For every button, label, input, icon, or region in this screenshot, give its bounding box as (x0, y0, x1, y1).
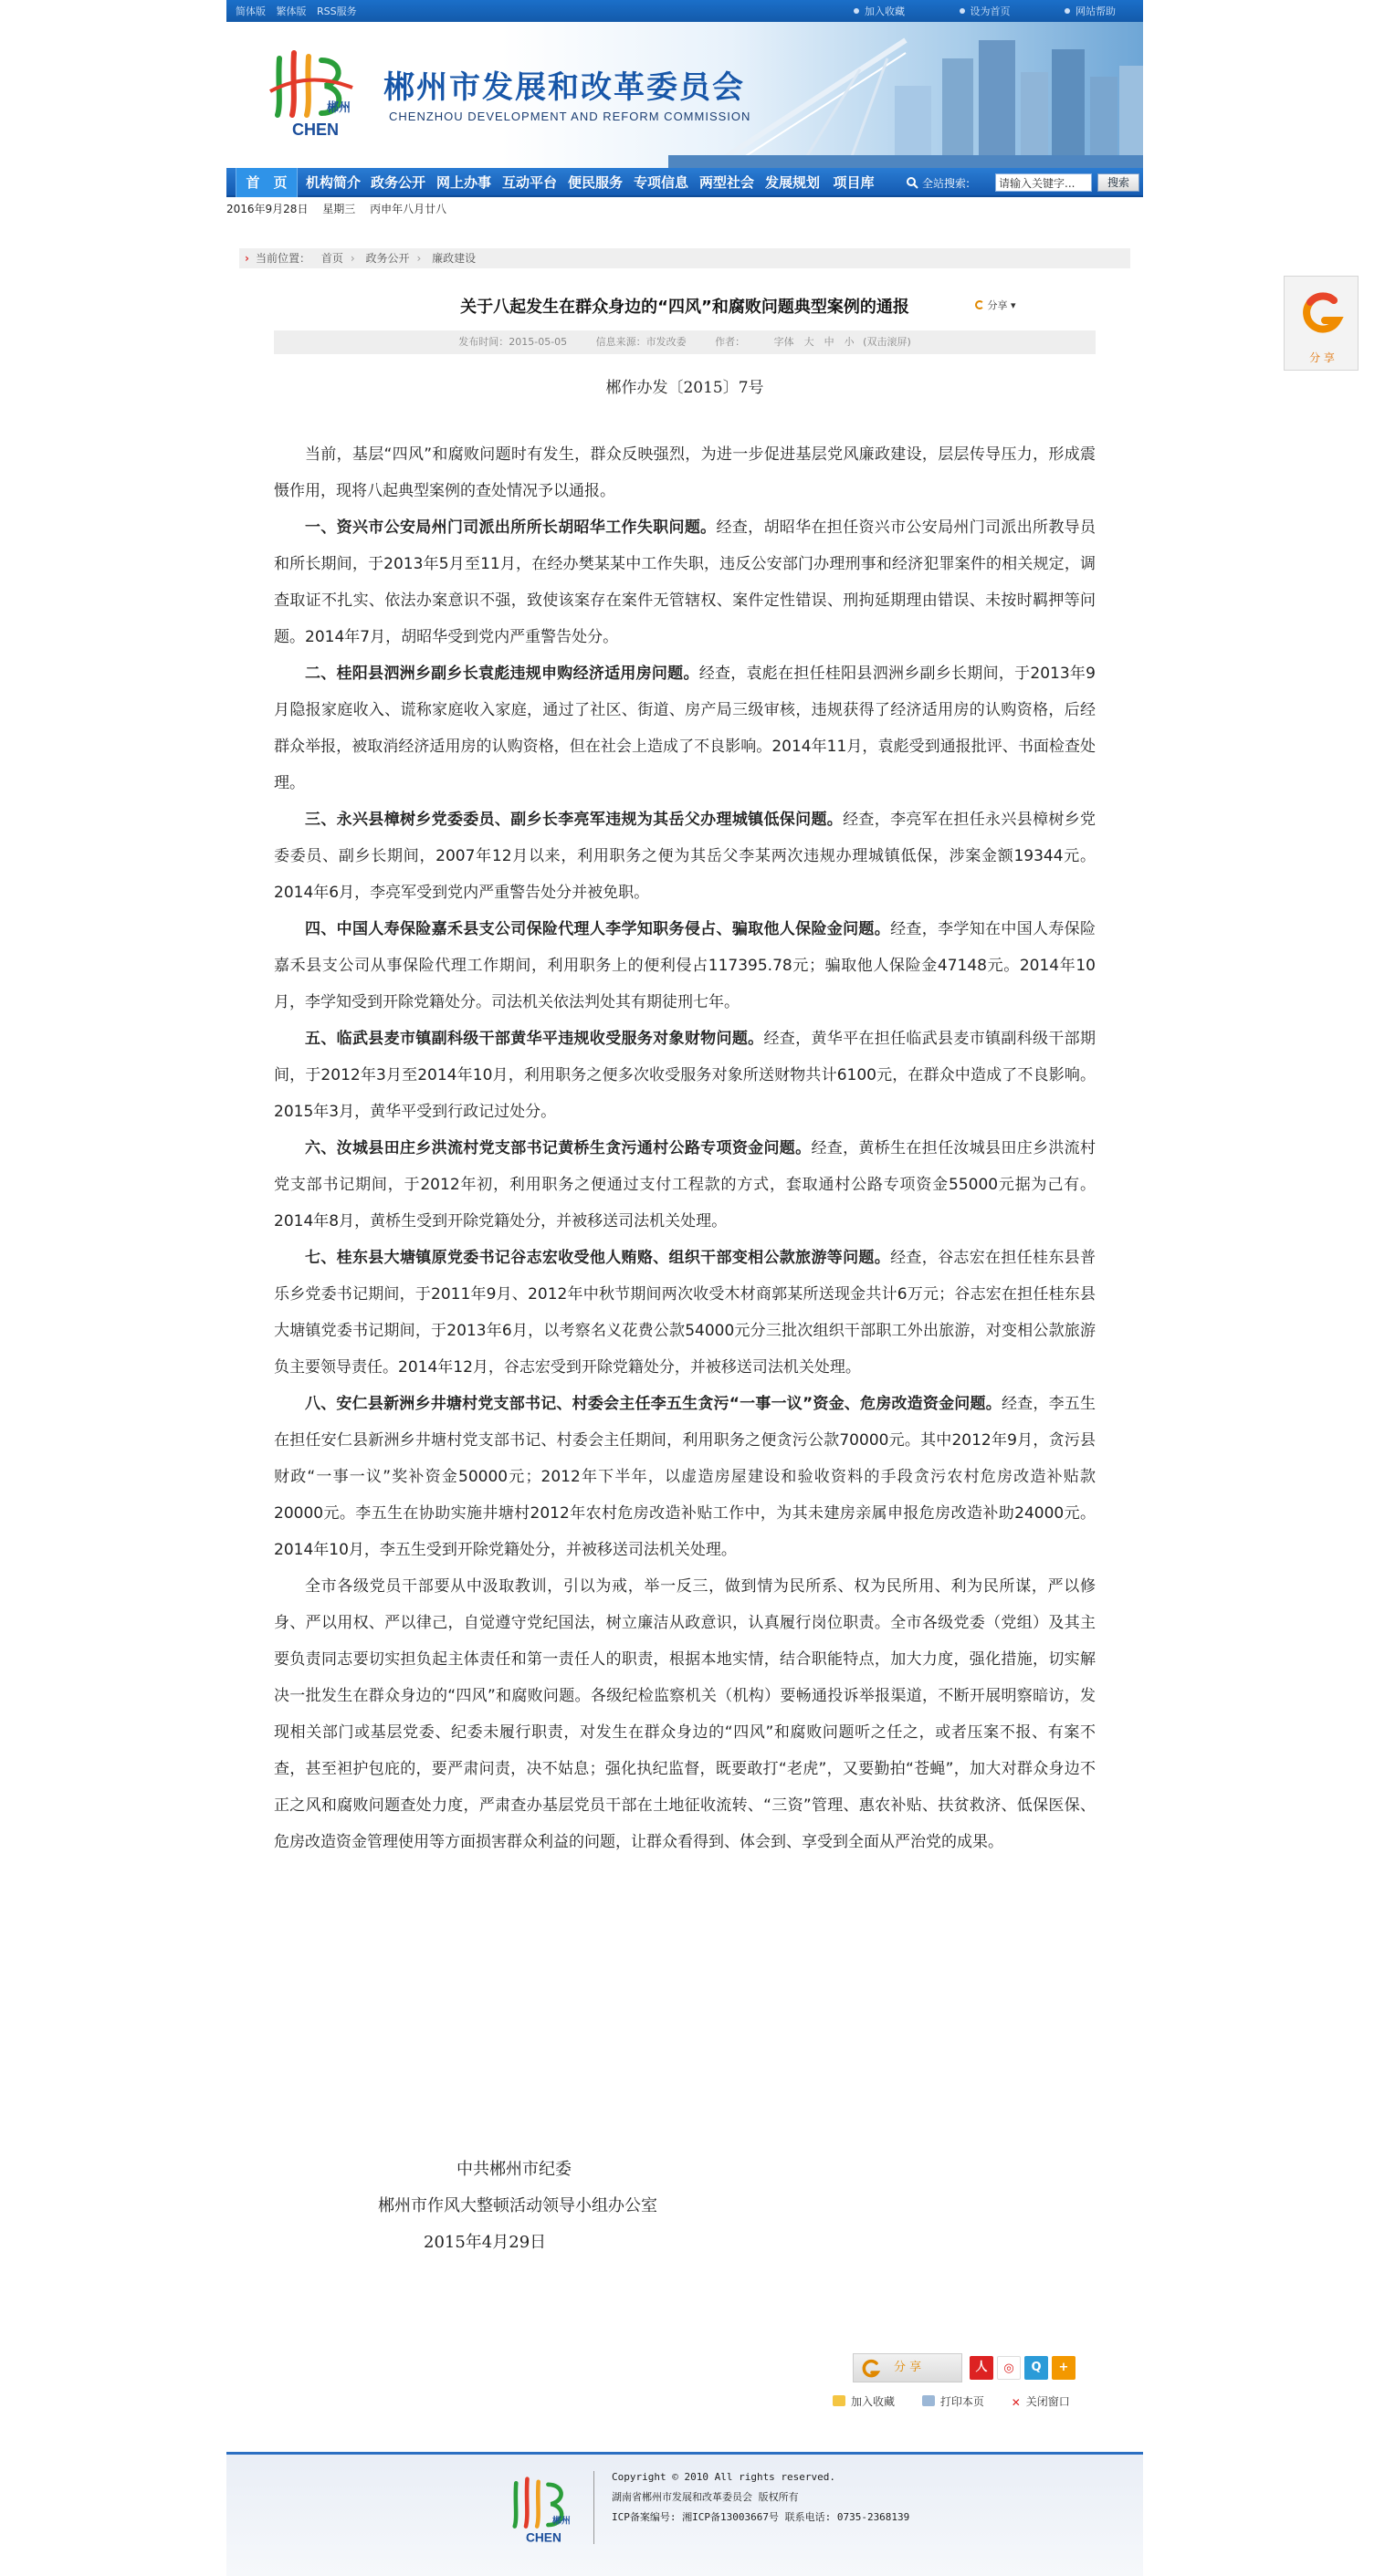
printer-icon (922, 2395, 935, 2406)
qzone-icon[interactable]: Q (1024, 2356, 1048, 2380)
icp-record: ICP备案编号: 湘ICP备13003667号 联系电话: 0735-2368139 (612, 2511, 910, 2523)
simplified-link[interactable]: 简体版 (236, 5, 266, 17)
article-title: 关于八起发生在群众身边的“四风”和腐败问题典型案例的通报 (460, 298, 909, 317)
site-title: 郴州市发展和改革委员会 (383, 69, 745, 106)
dblclick-scroll-hint: (双击滚屏) (863, 336, 911, 348)
footer-divider (593, 2471, 594, 2544)
weibo-icon[interactable]: ◎ (997, 2356, 1021, 2380)
paragraph: 当前，基层“四风”和腐败问题时有发生，群众反映强烈，为进一步促进基层党风廉政建设，层层传导压力，形成震慑作用，现将八起典型案例的查处情况予以通报。 (274, 445, 1096, 500)
page (226, 0, 1143, 2576)
floating-share-button[interactable] (1284, 276, 1359, 371)
info-source: 信息来源：市发改委 (595, 336, 687, 348)
footer-logo-text: 郴州 (551, 2516, 571, 2527)
nav-development-plan[interactable]: 发展规划 (764, 174, 820, 191)
paragraph: 六、汝城县田庄乡洪流村党支部书记黄桥生贪污通村公路专项资金问题。经查，黄桥生在担任汝城县田庄乡洪流村党支部书记期间，于2012年初，利用职务之便通过支付工程款的方式，套取通村公路专项资金55000元据为己有。2014年8月，黄桥生受到开除党籍处分，并被移送司法机关处理。 (274, 1139, 1096, 1230)
paragraph: 五、临武县麦市镇副科级干部黄华平违规收受服务对象财物问题。经查，黄华平在担任临武县麦市镇副科级干部期间，于2012年3月至2014年10月，利用职务之便多次收受服务对象所送财物共计6100元，在群众中造成了不良影响。2015年3月，黄华平受到行政记过处分。 (274, 1030, 1096, 1121)
page-tools (833, 2393, 1094, 2409)
footer (226, 2452, 1143, 2576)
nav-gov-affairs[interactable]: 政务公开 (370, 174, 425, 191)
paragraph: 全市各级党员干部要从中汲取教训，引以为戒，举一反三，做到情为民所系、权为民所用、利为民所谋，严以修身、严以用权、严以律己，自觉遵守党纪国法，树立廉洁从政意识，认真履行岗位职责。全市各级党委（党组）及其主要负责同志要切实担负起主体责任和第一责任人的职责，根据本地实情，结合职能特点，加大力度，强化措施，切实解决一批发生在群众身边的“四风”和腐败问题。各级纪检监察机关（机构）要畅通投诉举报渠道，不断开展明察暗访，发现相关部门或基层党委、纪委未履行职责，对发生在群众身边的“四风”和腐败问题听之任之，或者压案不报、有案不查，甚至袒护包庇的，要严肃问责，决不姑息；强化执纪监督，既要敢打“老虎”，又要勤拍“苍蝇”，加大对群众身边不正之风和腐败问题查处力度，严肃查办基层党员干部在土地征收流转、“三资”管理、惠农补贴、扶贫救济、低保医保、危房改造资金管理使用等方面损害群众利益的问题，让群众看得到、体会到、享受到全面从严治党的成果。 (274, 1577, 1096, 1851)
logo-text: 郴州 (327, 101, 351, 115)
current-date: 2016年9月28日 (226, 203, 309, 215)
share-toolbar (853, 2353, 1094, 2382)
city-skyline-illustration (668, 22, 1143, 168)
close-tool[interactable] (1012, 2393, 1070, 2409)
share-logo-icon (861, 2359, 881, 2379)
favorite-label: 加入收藏 (851, 2395, 896, 2408)
article-body (274, 436, 1096, 1860)
share-button[interactable] (853, 2353, 962, 2382)
breadcrumb-integrity[interactable]: 廉政建设 (432, 252, 477, 265)
close-label: 关闭窗口 (1025, 2395, 1070, 2408)
footer-logo-en: CHEN (525, 2530, 561, 2545)
signoff-office: 郴州市作风大整顿活动领导小组办公室 (378, 2196, 657, 2215)
print-label: 打印本页 (939, 2395, 984, 2408)
site-logo[interactable] (261, 40, 362, 141)
paragraph: 三、永兴县樟树乡党委委员、副乡长李亮军违规为其岳父办理城镇低保问题。经查，李亮军在担任永兴县樟树乡党委委员、副乡长期间，2007年12月以来，利用职务之便为其岳父李某两次违规办理城镇低保，涉案金额19344元。2014年6月，李亮军受到党内严重警告处分并被免职。 (274, 811, 1096, 902)
share-small-button[interactable] (975, 298, 1016, 312)
breadcrumb-label: 当前位置： (256, 252, 311, 265)
share-small-label: 分享 (987, 299, 1008, 311)
site-owner: 湖南省郴州市发展和改革委员会 版权所有 (612, 2491, 799, 2503)
share-small-icon (975, 300, 984, 309)
site-subtitle: CHENZHOU DEVELOPMENT AND REFORM COMMISSION (389, 110, 751, 123)
nav-home[interactable]: 首 页 (236, 168, 298, 197)
nav-online-services[interactable]: 网上办事 (435, 174, 491, 191)
header-banner (226, 22, 1143, 168)
renren-icon[interactable]: 人 (970, 2356, 993, 2380)
signoff-date: 2015年4月29日 (424, 2233, 547, 2252)
top-links-right (803, 4, 1116, 18)
nav-two-type-society[interactable]: 两型社会 (698, 174, 754, 191)
close-icon: ✕ (1011, 2396, 1021, 2409)
nav-public-services[interactable]: 便民服务 (567, 174, 623, 191)
font-size-controls[interactable]: 字体 大 中 小 (773, 336, 855, 348)
set-homepage-link[interactable]: 设为首页 (960, 5, 1011, 17)
current-weekday: 星期三 (322, 203, 356, 215)
top-bar (226, 0, 1143, 22)
paragraph: 二、桂阳县泗洲乡副乡长袁彪违规申购经济适用房问题。经查，袁彪在担任桂阳县泗洲乡副乡长期间，于2013年9月隐报家庭收入、谎称家庭收入家庭，通过了社区、街道、房产局三级审核，违规获得了经济适用房的认购资格，后经群众举报，被取消经济适用房的认购资格，但在社会上造成了不良影响。2014年11月，袁彪受到通报批评、书面检查处理。 (274, 665, 1096, 792)
folder-star-icon (833, 2395, 845, 2406)
document-number: 郴作办发〔2015〕7号 (605, 379, 764, 397)
traditional-link[interactable]: 繁体版 (276, 5, 307, 17)
favorite-tool[interactable] (833, 2393, 895, 2409)
site-help-link[interactable]: 网站帮助 (1065, 5, 1116, 17)
signoff-org: 中共郴州市纪委 (456, 2160, 572, 2179)
nav-special-info[interactable]: 专项信息 (633, 174, 688, 191)
share-logo-icon (1299, 289, 1345, 340)
search-icon (906, 176, 918, 189)
breadcrumb-home[interactable]: 首页 (320, 252, 343, 265)
paragraph: 七、桂东县大塘镇原党委书记谷志宏收受他人贿赂、组织干部变相公款旅游等问题。经查，谷志宏在担任桂东县普乐乡党委书记期间，于2011年9月、2012年中秋节期间两次收受木材商郭某所送现金共计6万元；谷志宏在担任桂东县大塘镇党委书记期间，于2013年6月，以考察名义花费公款54000元分三批次组织干部职工外出旅游，对变相公款旅游负主要领导责任。2014年12月，谷志宏受到开除党籍处分，并被移送司法机关处理。 (274, 1249, 1096, 1377)
footer-text (612, 2467, 909, 2528)
date-row (226, 201, 457, 216)
footer-logo (502, 2469, 579, 2546)
main-nav (226, 168, 1143, 197)
paragraph: 四、中国人寿保险嘉禾县支公司保险代理人李学知职务侵占、骗取他人保险金问题。经查，李学知在中国人寿保险嘉禾县支公司从事保险代理工作期间，利用职务上的便利侵占117395.78元；骗取他人保险金47148元。2014年10月，李学知受到开除党籍处分。司法机关依法判处其有期徒刑七年。 (274, 920, 1096, 1011)
share-label: 分 享 (894, 2361, 922, 2374)
add-favorite-link[interactable]: 加入收藏 (854, 5, 905, 17)
paragraph: 一、资兴市公安局州门司派出所所长胡昭华工作失职问题。经查，胡昭华在担任资兴市公安局州门司派出所教导员和所长期间，于2013年5月至11月，在经办樊某某中工作失职，违反公安部门办理刑事和经济犯罪案件的相关规定，调查取证不扎实、依法办案意识不强，致使该案存在案件无管辖权、案件定性错误、刑拘延期理由错误、未按时羁押等问题。2014年7月，胡昭华受到党内严重警告处分。 (274, 518, 1096, 646)
author: 作者： (715, 336, 746, 348)
logo-en: CHEN (292, 120, 340, 139)
breadcrumb: › 当前位置： 首页 › 政务公开 › 廉政建设 (239, 248, 1130, 268)
article-meta (274, 330, 1096, 354)
print-tool[interactable] (922, 2393, 984, 2409)
nav-project-library[interactable]: 项目库 (833, 174, 875, 191)
chevron-down-icon: ▾ (1011, 299, 1016, 311)
rss-link[interactable]: RSS服务 (317, 5, 357, 17)
nav-interaction[interactable]: 互动平台 (501, 174, 557, 191)
publish-time: 发布时间：2015-05-05 (458, 336, 568, 348)
more-share-icon[interactable]: + (1052, 2356, 1075, 2380)
search-button[interactable]: 搜索 (1097, 173, 1139, 192)
lunar-date: 丙申年八月廿八 (370, 203, 447, 215)
copyright: Copyright © 2010 All rights reserved. (612, 2471, 836, 2483)
floating-share-label: 分 享 (1309, 351, 1335, 364)
paragraph: 八、安仁县新洲乡井塘村党支部书记、村委会主任李五生贪污“一事一议”资金、危房改造资金问题。经查，李五生在担任安仁县新洲乡井塘村党支部书记、村委会主任期间，利用职务之便贪污公款70000元。其中2012年9月，贪污县财政“一事一议”奖补资金50000元；2012年下半年，以虚造房屋建设和验收资料的手段贪污农村危房改造补贴款20000元。李五生在协助实施井塘村2012年农村危房改造补贴工作中，为其未建房亲属申报危房改造补助24000元。2014年10月，李五生受到开除党籍处分，并被移送司法机关处理。 (274, 1395, 1096, 1559)
search-label: 全站搜索: (922, 177, 971, 190)
breadcrumb-gov-affairs[interactable]: 政务公开 (365, 252, 410, 265)
search-input[interactable] (995, 173, 1092, 192)
nav-about[interactable]: 机构简介 (305, 174, 361, 191)
top-links-left (236, 4, 364, 18)
